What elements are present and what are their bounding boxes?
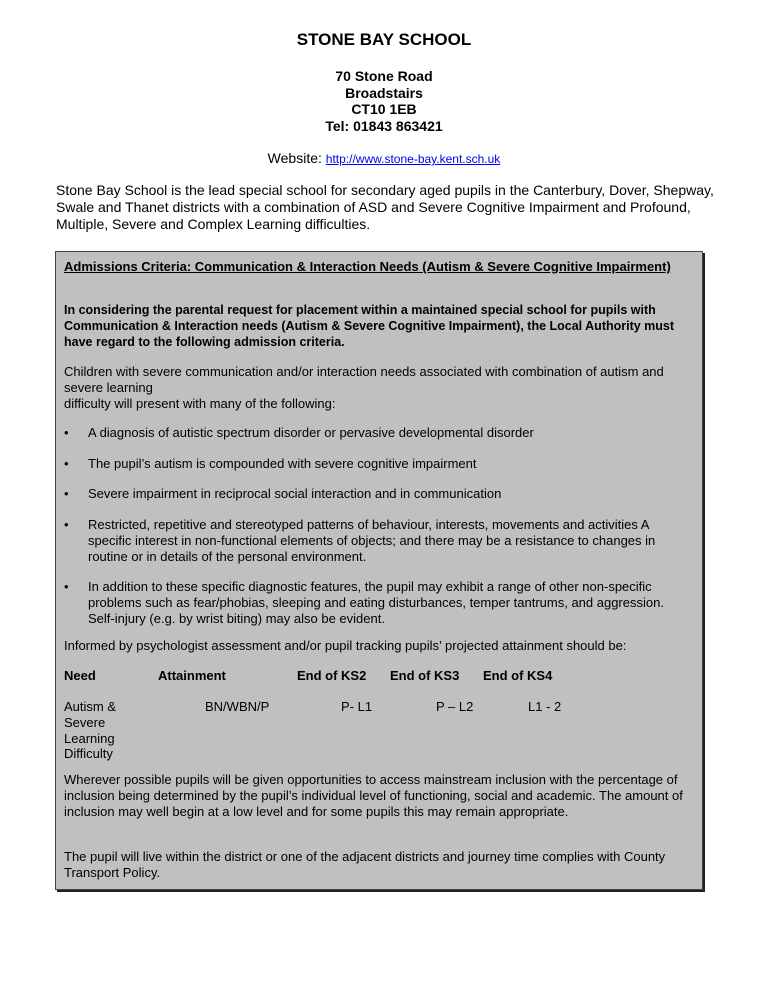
address-line-street: 70 Stone Road <box>335 68 433 84</box>
list-item-text: In addition to these specific diagnostic features, the pupil may exhibit a range of other non-specific problems such as fear/phobias, sleeping and eating disturbances, temper tantrums, and aggression. Self-injury (e.g. by wrist biting) may also be evident. <box>88 579 664 626</box>
table-header-need: Need <box>64 668 96 683</box>
table-cell-need: Autism & Severe Learning Difficulty <box>64 699 117 762</box>
table-header-attainment: Attainment <box>158 668 226 683</box>
list-item-text: A diagnosis of autistic spectrum disorder or pervasive developmental disorder <box>88 425 534 440</box>
list-item-text: Restricted, repetitive and stereotyped patterns of behaviour, interests, movements and activities A specific interest in non-functional elements of objects; and there may be a resistance to changes in routine or in details of the personal environment. <box>88 517 656 564</box>
criteria-paragraph-transport: The pupil will live within the district or one of the adjacent districts and journey time complies with County Transport Policy. <box>64 849 666 880</box>
list-item-text: The pupil’s autism is compounded with severe cognitive impairment <box>88 456 477 471</box>
website-link[interactable]: http://www.stone-bay.kent.sch.uk <box>325 152 501 166</box>
admissions-criteria-box <box>55 251 703 890</box>
criteria-heading: Admissions Criteria: Communication & Interaction Needs (Autism & Severe Cognitive Impairment) <box>64 259 671 274</box>
website-line <box>0 150 768 166</box>
criteria-paragraph-needs-line1: Children with severe communication and/or interaction needs associated with combination of autism and severe learning <box>64 364 664 395</box>
bullet-icon: • <box>64 456 69 471</box>
criteria-paragraph-needs <box>64 364 690 411</box>
address-line-town: Broadstairs <box>345 84 423 101</box>
criteria-paragraph-inclusion: Wherever possible pupils will be given opportunities to access mainstream inclusion with the percentage of inclusion being determined by the pupil’s individual level of functioning, social and academic. The amount of inclusion may well begin at a low level and for some pupils this may remain appropriate. <box>64 772 683 819</box>
table-cell-ks4: L1 - 2 <box>528 699 562 714</box>
school-title: STONE BAY SCHOOL <box>296 30 472 49</box>
address-line-postcode: CT10 1EB <box>351 101 417 117</box>
criteria-paragraph-needs-line2: difficulty will present with many of the following: <box>64 395 336 411</box>
list-item-text: Severe impairment in reciprocal social interaction and in communication <box>88 486 502 501</box>
criteria-intro: In considering the parental request for placement within a maintained special school for pupils with Communication & Interaction needs (Autism & Severe Cognitive Impairment), the Local Authority must have regard to the following admission criteria. <box>64 303 675 349</box>
bullet-icon: • <box>64 517 69 532</box>
intro-paragraph: Stone Bay School is the lead special school for secondary aged pupils in the Canterbury, Dover, Shepway, Swale and Thanet districts with a combination of ASD and Severe Cognitive Impairment and Profound, Multiple, Severe and Complex Learning difficulties. <box>56 182 714 232</box>
school-address <box>0 68 768 134</box>
table-cell-attainment: BN/WBN/P <box>205 699 270 714</box>
bullet-icon: • <box>64 486 69 501</box>
table-header-ks2: End of KS2 <box>297 668 367 683</box>
website-label: Website: <box>267 150 322 166</box>
criteria-paragraph-attainment: Informed by psychologist assessment and/or pupil tracking pupils’ projected attainment should be: <box>64 638 627 653</box>
table-header-ks3: End of KS3 <box>390 668 460 683</box>
bullet-icon: • <box>64 579 69 594</box>
table-header-ks4: End of KS4 <box>483 668 553 683</box>
bullet-icon: • <box>64 425 69 440</box>
table-cell-ks2: P- L1 <box>341 699 373 714</box>
table-cell-ks3: P – L2 <box>436 699 474 714</box>
address-line-phone: Tel: 01843 863421 <box>325 117 443 134</box>
